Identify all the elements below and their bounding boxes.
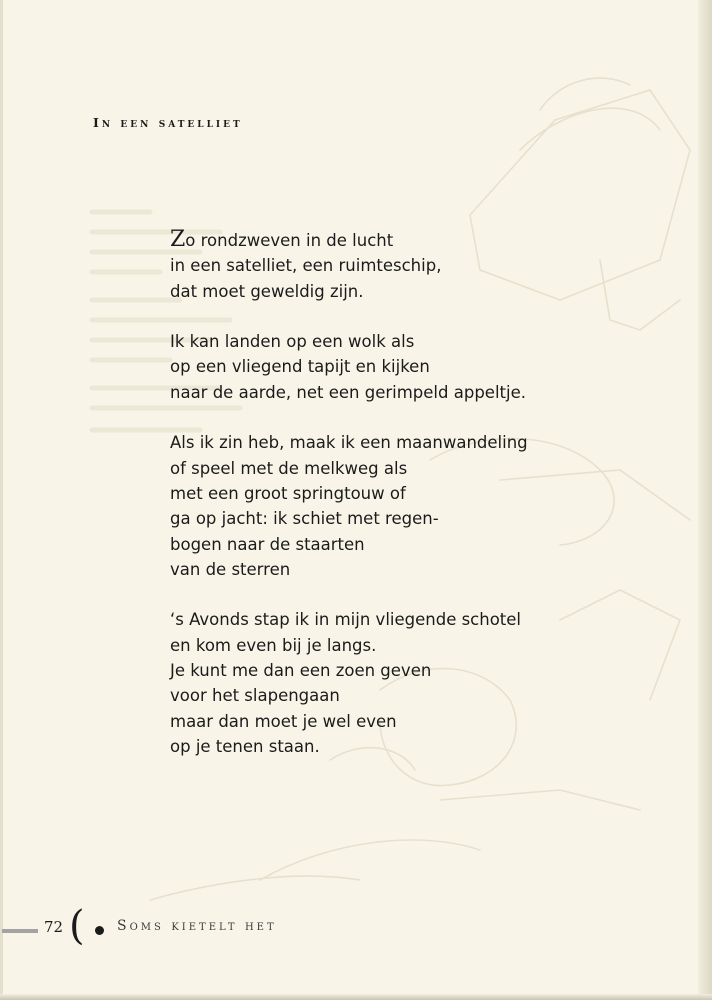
bottom-shadow: [0, 994, 712, 1000]
poem-line: op je tenen staan.: [170, 736, 320, 756]
poem-line: Als ik zin heb, maak ik een maanwandeling: [170, 433, 528, 453]
poem-line: in een satelliet, een ruimteschip,: [170, 256, 442, 276]
poem-body: [170, 228, 590, 785]
poem-line: voor het slapengaan: [170, 686, 340, 706]
page-edge-right: [698, 0, 712, 1000]
poem-line: Zo rondzweven in de lucht: [170, 227, 394, 252]
page-edge-left: [0, 0, 3, 1000]
footer-parenthesis: (: [69, 903, 85, 949]
poem-line: ‘s Avonds stap ik in mijn vliegende schotel: [170, 610, 522, 630]
footer-bar: [2, 929, 38, 933]
poem-line: van de sterren: [170, 559, 291, 579]
poem-title: In een satelliet: [93, 115, 243, 130]
running-head: Soms kietelt het: [117, 918, 277, 934]
poem-line: Ik kan landen op een wolk als: [170, 332, 415, 352]
poem-line: naar de aarde, net een gerimpeld appeltje.: [170, 382, 526, 402]
stanza-2: [170, 329, 590, 405]
poem-line: met een groot springtouw of: [170, 483, 406, 503]
poem-line: Je kunt me dan een zoen geven: [170, 661, 432, 681]
page-number: 72: [44, 918, 64, 936]
poem-line: op een vliegend tapijt en kijken: [170, 357, 430, 377]
stanza-1: [170, 228, 590, 304]
drop-cap: Z: [170, 227, 186, 252]
poem-line: bogen naar de staarten: [170, 534, 365, 554]
bullet-icon: [95, 926, 104, 935]
poem-line: dat moet geweldig zijn.: [170, 281, 364, 301]
stanza-3: [170, 430, 590, 582]
poem-line: ga op jacht: ik schiet met regen-: [170, 509, 439, 529]
poem-line: maar dan moet je wel even: [170, 711, 397, 731]
poem-line: of speel met de melkweg als: [170, 458, 408, 478]
stanza-4: [170, 607, 590, 759]
poem-line: en kom even bij je langs.: [170, 635, 377, 655]
